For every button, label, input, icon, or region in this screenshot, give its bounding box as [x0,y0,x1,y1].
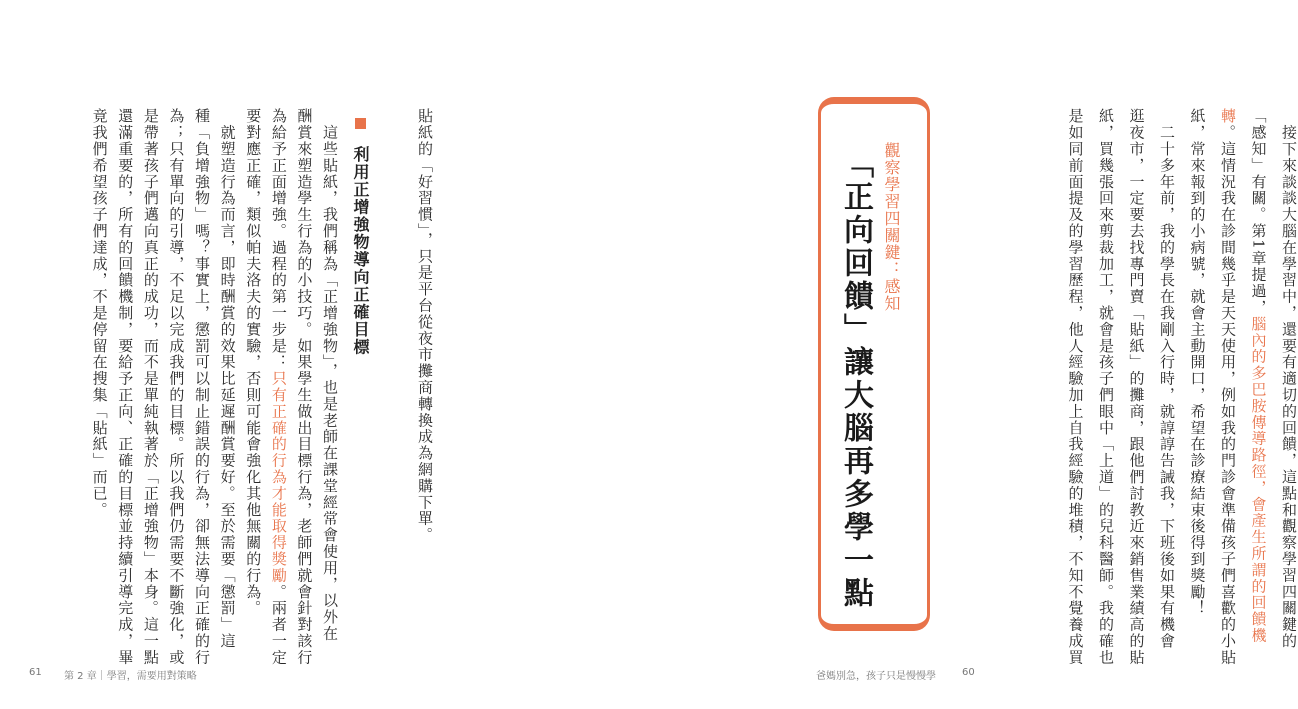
running-head-right: 爸媽別急，孩子只是慢慢學 [816,671,936,682]
section-heading-text: 利用正增強物導向正確目標 [351,146,370,357]
page-number-right: 60 [962,667,975,678]
body-text: 酬賞來塑造學生行為的小技巧。如果學生做出目標行為，老師們就會針對該行 [295,108,314,666]
chapter-title-box [818,97,930,631]
left-page [0,0,500,709]
text-line [220,108,236,649]
highlighted-text: 轉 [1219,108,1237,125]
text-line [296,108,312,666]
section-title: 「正向回饋」讓大腦再多學一點 [838,148,873,610]
text-line [1129,108,1145,666]
running-head-left: 第 2 章｜學習，需要用對策略 [64,671,197,682]
text-line [117,108,133,666]
text-line [194,108,210,666]
text-line [168,108,184,666]
body-text: 這些貼紙，我們稱為「正增強物」，也是老師在課堂經常會使用，以外在 [321,108,339,642]
text-line [1251,108,1267,644]
text-line [417,108,433,543]
body-text: 竟我們希望孩子們達成，不是停留在搜集「貼紙」而已。 [90,108,109,518]
text-line [92,108,108,518]
body-text: 為；只有單向的引導，不足以完成我們的目標。所以我們仍需要不斷強化，或 [167,108,186,666]
text-line [245,108,261,616]
text-line [1068,108,1084,666]
body-text: 種「負增強物」嗎？事實上，懲罰可以制止錯誤的行為，卻無法導向正確的行 [193,108,211,666]
section-subtitle: 觀察學習四關鍵：感知 [882,142,901,312]
body-text: 就塑造行為而言，即時酬賞的效果比延遲酬賞要好。至於需要「懲罰」這 [218,108,237,650]
text-line [1220,108,1236,666]
page-number-left: 61 [29,667,42,678]
body-text: 接下來談談大腦在學習中，還要有適切的回饋，這點和觀察學習四關鍵的 [1280,108,1298,650]
body-text: 。兩者一定 [269,583,288,666]
body-text: 逛夜市，一定要去找專門賣「貼紙」的攤商，跟他們討教近來銷售業績高的貼 [1127,108,1146,666]
text-line [271,108,287,666]
body-text: 為給予正面增強。過程的第一步是： [269,108,288,371]
body-text: 貼紙的「好習慣」，只是平台從夜市攤商轉換成為網購下單。 [416,108,434,544]
body-text: 二十多年前，我的學長在我剛入行時，就諄諄告誡我，下班後如果有機會 [1158,108,1176,650]
text-line [322,108,338,642]
body-text: 是如同前面提及的學習歷程，他人經驗加上自我經驗的堆積，不知不覺養成買 [1066,108,1085,666]
body-text: 要對應正確，類似帕夫洛夫的實驗，否則可能會強化其他無關的行為。 [244,108,263,617]
body-text: 是帶著孩子們邁向真正的成功，而不是單純執著於「正增強物」本身。這一點 [141,108,160,666]
text-line [1098,108,1114,666]
text-line [1159,108,1175,649]
body-text: 紙，常來報到的小病號，就會主動開口，希望在診療結束後得到獎勵！ [1188,108,1207,617]
body-text: 「感知」有關。第1章提過， [1249,108,1268,316]
text-line [1190,108,1206,616]
text-line [1281,108,1297,649]
heading-square-icon [355,118,366,129]
body-text: 還滿重要的，所有的回饋機制，要給予正向、正確的目標並持續引導完成，畢 [116,108,135,666]
highlighted-text: 腦內的多巴胺傳導路徑，會產生所謂的回饋機 [1249,315,1268,644]
section-heading [349,118,372,356]
highlighted-text: 只有正確的行為才能取得獎勵 [269,370,288,584]
body-text: 紙，買幾張回來剪裁加工，就會是孩子們眼中「上道」的兒科醫師。我的確也 [1097,108,1115,666]
body-text: 。這情況我在診間幾乎是天天使用，例如我的門診會準備孩子們喜歡的小貼 [1219,124,1237,666]
text-line [143,108,159,666]
